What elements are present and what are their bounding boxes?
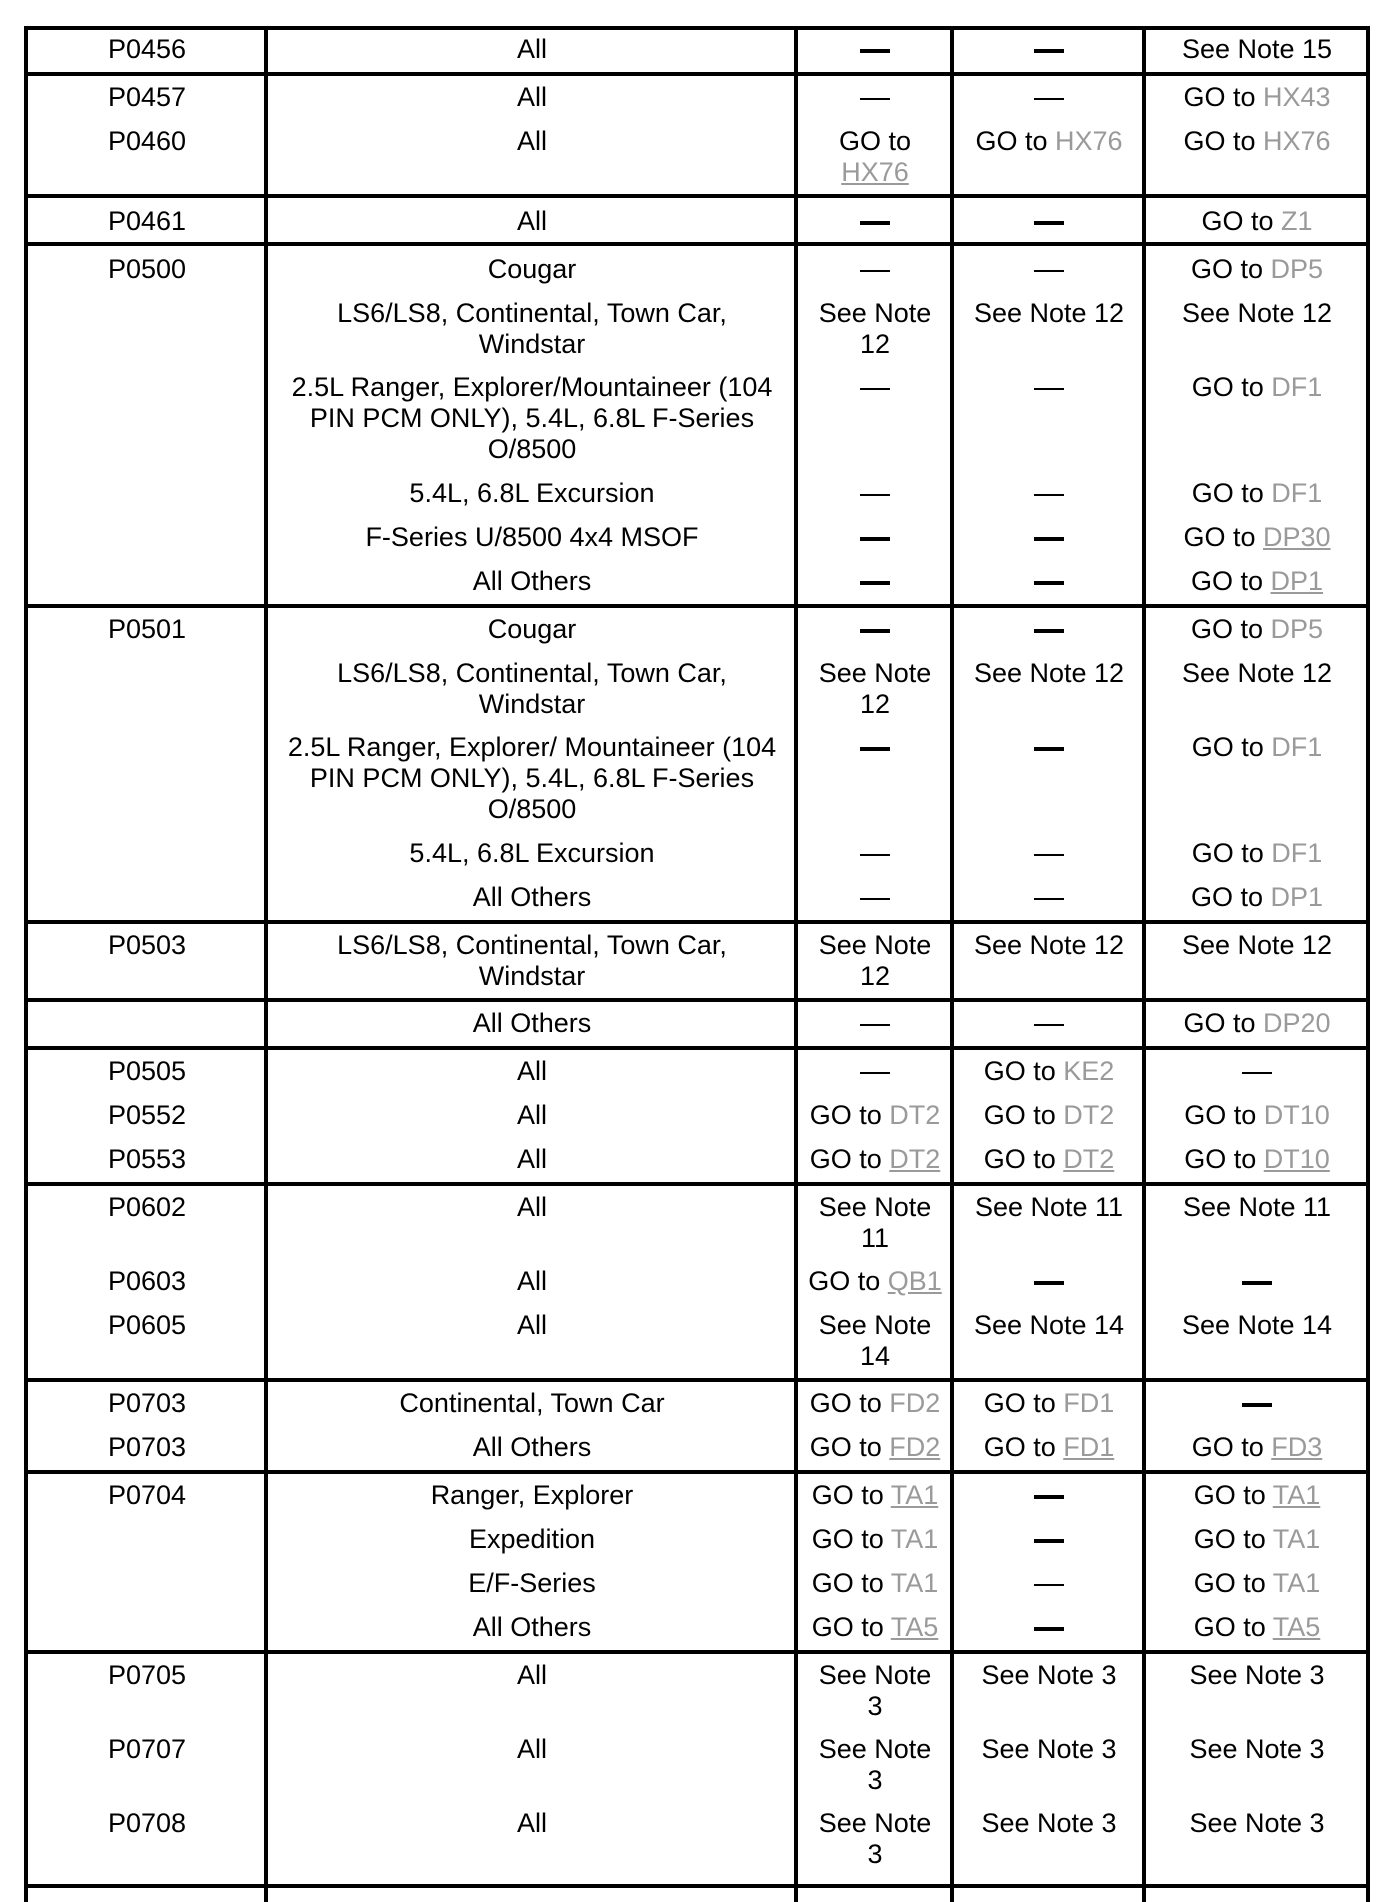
action-cell-3	[800, 1008, 950, 1039]
action-cell-3	[800, 82, 950, 113]
action-cell-4	[956, 522, 1142, 553]
action-cell-5: See Note 12	[1181, 298, 1333, 328]
dash-mark	[860, 49, 890, 53]
dtc-code: P0704	[108, 1480, 187, 1510]
action-cell-3	[800, 1480, 950, 1511]
action-cell-4	[956, 126, 1142, 157]
action-cell-5	[1148, 82, 1366, 113]
go-to-label: GO to	[809, 1432, 890, 1462]
vehicle-application: All	[516, 1056, 547, 1086]
dtc-code: P0605	[108, 1310, 187, 1340]
procedure-link[interactable]: DP20	[1262, 1008, 1331, 1038]
go-to-label: GO to	[983, 1100, 1064, 1130]
go-to-label: GO to	[983, 1388, 1064, 1418]
action-cell-3	[800, 882, 950, 913]
action-cell-3	[800, 372, 950, 403]
dash-mark	[1034, 1024, 1064, 1026]
action-cell-3	[800, 478, 950, 509]
action-cell-5: See Note 11	[1182, 1192, 1332, 1222]
action-cell-5	[1148, 1008, 1366, 1039]
action-cell-5	[1148, 1480, 1366, 1511]
action-cell-5	[1148, 1056, 1366, 1087]
go-to-label: GO to	[1193, 1568, 1273, 1598]
vehicle-application: LS6/LS8, Continental, Town Car, Windstar	[337, 658, 727, 719]
action-cell-4	[956, 1008, 1142, 1039]
action-cell-5: See Note 12	[1181, 658, 1333, 688]
procedure-link[interactable]: DP1	[1270, 882, 1324, 912]
dtc-code: P0703	[108, 1432, 187, 1462]
dtc-code: P0456	[108, 34, 187, 64]
action-cell-4	[956, 1144, 1142, 1175]
procedure-link[interactable]: DF1	[1271, 838, 1323, 868]
action-cell-4	[956, 254, 1142, 285]
vehicle-application: F-Series U/8500 4x4 MSOF	[365, 522, 699, 552]
vehicle-application: Expedition	[468, 1524, 596, 1554]
go-to-label: GO to	[1183, 82, 1263, 112]
dash-mark	[1034, 1627, 1064, 1631]
dtc-code: P0505	[108, 1056, 187, 1086]
procedure-link[interactable]: DT2	[1063, 1144, 1115, 1174]
action-cell-5	[1148, 1100, 1366, 1131]
action-cell-5	[1148, 838, 1366, 869]
go-to-label: GO to	[1193, 1612, 1273, 1642]
procedure-link[interactable]: DT10	[1263, 1100, 1330, 1130]
go-to-label: GO to	[1191, 478, 1272, 508]
procedure-link[interactable]: DP5	[1270, 614, 1324, 644]
go-to-label: GO to	[1190, 254, 1271, 284]
row-separator	[24, 998, 1366, 1002]
row-separator	[24, 604, 1366, 608]
action-cell-3: See Note 3	[818, 1734, 932, 1795]
action-cell-4: See Note 3	[981, 1808, 1117, 1838]
procedure-link[interactable]: TA1	[890, 1480, 939, 1510]
go-to-label: GO to	[1191, 838, 1272, 868]
vehicle-application: All Others	[472, 1432, 592, 1462]
action-cell-5: See Note 14	[1181, 1310, 1333, 1340]
procedure-link[interactable]: DF1	[1271, 732, 1323, 762]
action-cell-5: See Note 3	[1189, 1734, 1325, 1764]
dash-mark	[860, 494, 890, 496]
vehicle-application: All	[516, 82, 547, 112]
go-to-label: GO to	[1183, 1008, 1263, 1038]
action-cell-5	[1148, 126, 1366, 157]
dash-mark	[860, 629, 890, 633]
procedure-link[interactable]: TA1	[1272, 1524, 1321, 1554]
action-cell-4	[956, 206, 1142, 237]
procedure-link[interactable]: FD1	[1063, 1432, 1115, 1462]
procedure-link[interactable]: TA1	[1272, 1480, 1321, 1510]
procedure-link[interactable]: DT2	[889, 1100, 941, 1130]
go-to-label: GO to	[811, 1480, 891, 1510]
procedure-link[interactable]: TA5	[890, 1612, 939, 1642]
dash-mark	[1034, 270, 1064, 272]
go-to-label: GO to	[983, 1432, 1064, 1462]
go-to-label: GO to	[811, 1612, 891, 1642]
action-cell-4	[956, 34, 1142, 65]
go-to-label: GO to	[809, 1100, 890, 1130]
dtc-code: P0503	[108, 930, 187, 960]
action-cell-4: See Note 3	[981, 1734, 1117, 1764]
dash-mark	[1034, 537, 1064, 541]
action-cell-4	[956, 566, 1142, 597]
action-cell-4: See Note 12	[973, 930, 1125, 960]
procedure-link[interactable]: TA1	[1272, 1568, 1321, 1598]
go-to-label: GO to	[1193, 1524, 1273, 1554]
dash-mark	[860, 1024, 890, 1026]
action-cell-5	[1148, 1568, 1366, 1599]
go-to-label: GO to	[1191, 732, 1272, 762]
dash-mark	[1034, 1281, 1064, 1285]
vehicle-application: All	[516, 1808, 547, 1838]
action-cell-5	[1148, 206, 1366, 237]
action-cell-5	[1148, 522, 1366, 553]
action-cell-3: See Note 12	[818, 298, 932, 359]
procedure-link[interactable]: DP30	[1262, 522, 1331, 552]
procedure-link[interactable]: FD1	[1063, 1388, 1115, 1418]
row-separator	[24, 920, 1366, 924]
action-cell-5: See Note 12	[1181, 930, 1333, 960]
vehicle-application: All	[516, 1144, 547, 1174]
action-cell-5: See Note 3	[1189, 1660, 1325, 1690]
action-cell-3	[800, 1144, 950, 1175]
action-cell-4	[956, 1266, 1142, 1297]
action-cell-4	[956, 1388, 1142, 1419]
dtc-code: P0460	[108, 126, 187, 156]
action-cell-3	[800, 1056, 950, 1087]
dash-mark	[860, 537, 890, 541]
vehicle-application: Continental, Town Car	[399, 1388, 665, 1418]
dtc-code: P0603	[108, 1266, 187, 1296]
action-cell-5	[1148, 1612, 1366, 1643]
action-cell-5	[1148, 1524, 1366, 1555]
action-cell-5	[1148, 1388, 1366, 1419]
dtc-code: P0708	[108, 1808, 187, 1838]
procedure-link[interactable]: DT2	[889, 1144, 941, 1174]
vehicle-application: LS6/LS8, Continental, Town Car, Windstar	[337, 298, 727, 359]
dash-mark	[860, 388, 890, 390]
go-to-label: GO to	[975, 126, 1055, 156]
action-cell-4: See Note 11	[974, 1192, 1124, 1222]
vehicle-application: All	[516, 1100, 547, 1130]
dash-mark	[860, 221, 890, 225]
action-cell-5: See Note 15	[1181, 34, 1333, 64]
vehicle-application: All Others	[472, 882, 592, 912]
procedure-link[interactable]: HX76	[1262, 126, 1331, 156]
action-cell-4	[956, 478, 1142, 509]
vehicle-application: All	[516, 206, 547, 236]
procedure-link[interactable]: TA5	[1272, 1612, 1321, 1642]
action-cell-4	[956, 614, 1142, 645]
vehicle-application: 5.4L, 6.8L Excursion	[409, 478, 655, 508]
action-cell-5	[1148, 1144, 1366, 1175]
action-cell-4: See Note 12	[973, 658, 1125, 688]
dash-mark	[1034, 98, 1064, 100]
procedure-link[interactable]: KE2	[1063, 1056, 1115, 1086]
procedure-link[interactable]: DT10	[1263, 1144, 1330, 1174]
procedure-link[interactable]: HX76	[841, 157, 909, 187]
procedure-link[interactable]: QB1	[887, 1266, 942, 1296]
go-to-label: GO to	[838, 126, 912, 156]
go-to-label: GO to	[1184, 1144, 1264, 1174]
vehicle-application: All	[516, 1266, 547, 1296]
procedure-link[interactable]: HX76	[1054, 126, 1123, 156]
column-divider	[794, 26, 798, 1902]
procedure-link[interactable]: TA1	[890, 1568, 939, 1598]
go-to-label: GO to	[1190, 566, 1271, 596]
dash-mark	[1034, 1495, 1064, 1499]
action-cell-4	[956, 1056, 1142, 1087]
dash-mark	[1034, 1584, 1064, 1586]
row-separator	[24, 72, 1366, 76]
vehicle-application: All Others	[472, 1612, 592, 1642]
procedure-link[interactable]: DT2	[1063, 1100, 1115, 1130]
action-cell-5	[1148, 1266, 1366, 1297]
action-cell-3	[800, 1524, 950, 1555]
row-separator	[24, 1650, 1366, 1654]
action-cell-5	[1148, 254, 1366, 285]
dash-mark	[1034, 747, 1064, 751]
action-cell-3: See Note 12	[818, 658, 932, 719]
vehicle-application: All	[516, 126, 547, 156]
action-cell-3	[800, 1432, 950, 1463]
dash-mark	[1034, 629, 1064, 633]
action-cell-3	[800, 34, 950, 65]
go-to-label: GO to	[808, 1266, 888, 1296]
column-divider	[1142, 26, 1146, 1902]
procedure-link[interactable]: DF1	[1271, 372, 1323, 402]
go-to-label: GO to	[811, 1568, 891, 1598]
go-to-label: GO to	[1191, 372, 1272, 402]
dash-mark	[860, 581, 890, 585]
procedure-link[interactable]: FD2	[889, 1388, 941, 1418]
dash-mark	[1242, 1072, 1272, 1074]
vehicle-application: LS6/LS8, Continental, Town Car, Windstar	[337, 930, 727, 991]
vehicle-application: All	[516, 34, 547, 64]
action-cell-5	[1148, 478, 1366, 509]
action-cell-5	[1148, 566, 1366, 597]
procedure-link[interactable]: HX43	[1262, 82, 1331, 112]
action-cell-5	[1148, 882, 1366, 913]
vehicle-application: 2.5L Ranger, Explorer/ Mountaineer (104 PIN PCM ONLY), 5.4L, 6.8L F-Series O/8500	[287, 732, 777, 824]
action-cell-5	[1148, 1432, 1366, 1463]
column-divider	[1366, 26, 1370, 1902]
procedure-link[interactable]: DP5	[1270, 254, 1324, 284]
dash-mark	[1242, 1281, 1272, 1285]
action-cell-3: See Note 14	[818, 1310, 932, 1371]
dash-mark	[1034, 221, 1064, 225]
vehicle-application: 5.4L, 6.8L Excursion	[409, 838, 655, 868]
action-cell-3	[800, 206, 950, 237]
dash-mark	[860, 898, 890, 900]
vehicle-application: All	[516, 1310, 547, 1340]
vehicle-application: E/F-Series	[468, 1568, 596, 1598]
action-cell-3: See Note 3	[818, 1660, 932, 1721]
vehicle-application: All Others	[472, 566, 592, 596]
action-cell-5	[1148, 732, 1366, 763]
go-to-label: GO to	[1201, 206, 1281, 236]
dash-mark	[860, 98, 890, 100]
dash-mark	[1034, 49, 1064, 53]
action-cell-5: See Note 3	[1189, 1808, 1325, 1838]
procedure-link[interactable]: FD3	[1271, 1432, 1323, 1462]
action-cell-3	[800, 522, 950, 553]
go-to-label: GO to	[1184, 1100, 1264, 1130]
procedure-link[interactable]: TA1	[890, 1524, 939, 1554]
vehicle-application: 2.5L Ranger, Explorer/Mountaineer (104 PIN PCM ONLY), 5.4L, 6.8L F-Series O/8500	[291, 372, 773, 464]
dash-mark	[1034, 581, 1064, 585]
go-to-label: GO to	[809, 1144, 890, 1174]
go-to-label: GO to	[811, 1524, 891, 1554]
action-cell-3: See Note 11	[818, 1192, 932, 1253]
action-cell-5	[1148, 372, 1366, 403]
action-cell-4	[956, 732, 1142, 763]
row-separator	[24, 242, 1366, 246]
dash-mark	[860, 747, 890, 751]
action-cell-4: See Note 14	[973, 1310, 1125, 1340]
vehicle-application: All Others	[472, 1008, 592, 1038]
column-divider	[24, 26, 28, 1902]
vehicle-application: All	[516, 1660, 547, 1690]
row-separator	[24, 1046, 1366, 1050]
dash-mark	[860, 1072, 890, 1074]
dtc-code: P0705	[108, 1660, 187, 1690]
dash-mark	[1034, 494, 1064, 496]
action-cell-3	[800, 838, 950, 869]
action-cell-3	[800, 1266, 950, 1297]
go-to-label: GO to	[1183, 126, 1263, 156]
dash-mark	[860, 854, 890, 856]
action-cell-4	[956, 838, 1142, 869]
go-to-label: GO to	[1190, 614, 1271, 644]
row-separator	[24, 1470, 1366, 1474]
action-cell-3	[800, 732, 950, 763]
vehicle-application: All	[516, 1734, 547, 1764]
dtc-code: P0461	[108, 206, 187, 236]
action-cell-4: See Note 12	[973, 298, 1125, 328]
dtc-code: P0602	[108, 1192, 187, 1222]
row-separator	[24, 1378, 1366, 1382]
action-cell-4	[956, 1612, 1142, 1643]
action-cell-3	[800, 1100, 950, 1131]
go-to-label: GO to	[983, 1056, 1064, 1086]
action-cell-4	[956, 1568, 1142, 1599]
dtc-code: P0553	[108, 1144, 187, 1174]
procedure-link[interactable]: Z1	[1281, 206, 1313, 236]
dash-mark	[1034, 388, 1064, 390]
vehicle-application: All	[516, 1192, 547, 1222]
dash-mark	[1034, 854, 1064, 856]
row-separator	[24, 1182, 1366, 1186]
action-cell-3	[800, 1388, 950, 1419]
go-to-label: GO to	[1191, 1432, 1272, 1462]
go-to-label: GO to	[1183, 522, 1263, 552]
action-cell-3	[800, 126, 950, 188]
procedure-link[interactable]: DP1	[1270, 566, 1324, 596]
action-cell-3	[800, 1568, 950, 1599]
action-cell-4: See Note 3	[981, 1660, 1117, 1690]
dash-mark	[860, 270, 890, 272]
vehicle-application: Cougar	[487, 614, 577, 644]
dtc-code: P0707	[108, 1734, 187, 1764]
action-cell-3: See Note 12	[818, 930, 932, 991]
action-cell-4	[956, 1100, 1142, 1131]
procedure-link[interactable]: FD2	[889, 1432, 941, 1462]
action-cell-3	[800, 614, 950, 645]
action-cell-4	[956, 372, 1142, 403]
action-cell-4	[956, 1432, 1142, 1463]
column-divider	[950, 26, 954, 1902]
dtc-code: P0501	[108, 614, 187, 644]
action-cell-4	[956, 1524, 1142, 1555]
dash-mark	[1034, 898, 1064, 900]
go-to-label: GO to	[983, 1144, 1064, 1174]
vehicle-application: Cougar	[487, 254, 577, 284]
dtc-code: P0703	[108, 1388, 187, 1418]
action-cell-4	[956, 1480, 1142, 1511]
dash-mark	[1242, 1403, 1272, 1407]
action-cell-3	[800, 1612, 950, 1643]
dash-mark	[1034, 1539, 1064, 1543]
go-to-label: GO to	[1190, 882, 1271, 912]
vehicle-application: Ranger, Explorer	[430, 1480, 634, 1510]
column-divider	[264, 26, 268, 1902]
action-cell-4	[956, 82, 1142, 113]
action-cell-5	[1148, 614, 1366, 645]
go-to-label: GO to	[1193, 1480, 1273, 1510]
dtc-code: P0457	[108, 82, 187, 112]
go-to-label: GO to	[809, 1388, 890, 1418]
action-cell-3: See Note 3	[818, 1808, 932, 1869]
action-cell-3	[800, 566, 950, 597]
row-separator	[24, 1884, 1366, 1888]
dtc-code: P0552	[108, 1100, 187, 1130]
dtc-code: P0500	[108, 254, 187, 284]
action-cell-3	[800, 254, 950, 285]
row-separator	[24, 194, 1366, 198]
procedure-link[interactable]: DF1	[1271, 478, 1323, 508]
row-separator	[24, 26, 1366, 30]
action-cell-4	[956, 882, 1142, 913]
